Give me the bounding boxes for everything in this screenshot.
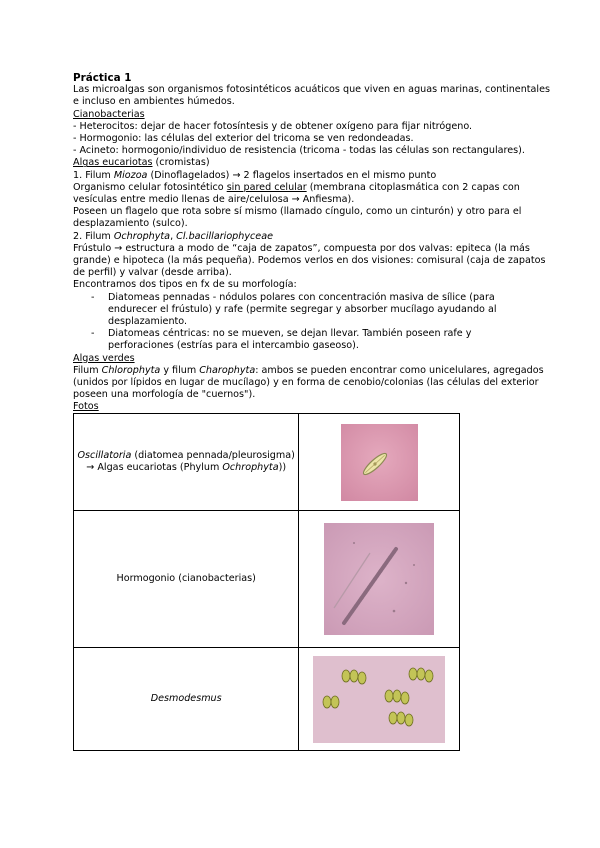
verdes-line	[73, 364, 544, 377]
taxon-name: Charophyta	[199, 364, 256, 376]
caption-cell	[74, 414, 299, 511]
ciano-item: - Heterocitos: dejar de hacer fotosíntesis y de obtener oxígeno para fijar nitrógeno.	[73, 120, 473, 132]
bullet-item	[73, 292, 533, 329]
intro-line: e incluso en ambientes húmedos.	[73, 96, 235, 108]
hormogonio-micrograph	[324, 523, 434, 635]
intro-line: Las microalgas son organismos fotosintéticos acuáticos que viven en aguas marinas, continentales	[73, 84, 550, 96]
table-row	[74, 511, 460, 648]
photo-cell	[299, 414, 460, 511]
cianobacterias-heading: Cianobacterias	[73, 108, 145, 120]
caption-cell	[74, 648, 299, 751]
bullet-dash: -	[91, 328, 95, 340]
text-line: (unidos por lípidos en lugar de mucílago) y en forma de cenobio/colonias (las células del exterior	[73, 377, 539, 389]
text-run: Organismo celular fotosintético	[73, 181, 227, 193]
text-line: Poseen un flagelo que rota sobre sí mismo (llamado cíngulo, como un cinturón) y otro para el	[73, 206, 522, 218]
text-run: 2. Filum	[73, 230, 114, 242]
text-line: Encontramos dos tipos en fx de su morfología:	[73, 279, 297, 291]
text-line: poseen una morfología de "cuernos").	[73, 389, 256, 401]
text-run: (membrana citoplasmática con 2 capas con	[306, 181, 520, 193]
algas-verdes-heading: Algas verdes	[73, 352, 135, 364]
text-run: Filum	[73, 364, 102, 376]
text-line: vesículas entre medio llenas de aire/celulosa → Anfiesma).	[73, 194, 355, 206]
underlined-term: sin pared celular	[226, 181, 307, 193]
table-row	[74, 648, 460, 751]
text-run: y filum	[160, 364, 200, 376]
taxon-name: Chlorophyta	[101, 364, 161, 376]
document-body	[73, 72, 550, 414]
eucariotas-heading-suffix: (cromistas)	[152, 157, 210, 169]
table-row	[74, 414, 460, 511]
taxon-class: Cl.bacillariophyceae	[176, 230, 273, 242]
fotos-heading: Fotos	[73, 401, 99, 413]
text-run: → Algas eucariotas (Phylum	[86, 462, 223, 473]
bullet-item	[73, 328, 533, 352]
text-line: de perfil) y valvar (desde arriba).	[73, 267, 232, 279]
caption-cell: Hormogonio (cianobacterias)	[74, 511, 299, 648]
text-run: 1. Filum	[73, 169, 114, 181]
bullet-dash: -	[91, 291, 95, 303]
photo-cell	[299, 648, 460, 751]
bullet-text: Diatomeas pennadas - nódulos polares con concentración masiva de sílice (para endurecer el frústulo) y rafe (permite segregar y absorber mucílago ayudando al desplazamiento.	[108, 291, 497, 328]
text-run: ))	[278, 462, 287, 473]
filum-ochrophyta-line	[73, 231, 533, 243]
photo-cell	[299, 511, 460, 648]
text-run: (diatomea pennada/pleurosigma)	[131, 449, 295, 461]
text-run: (Dinoflagelados) → 2 flagelos insertados en el mismo punto	[147, 169, 437, 181]
organismo-line	[73, 182, 533, 194]
taxon-name: Desmodesmus	[150, 692, 222, 704]
bullet-text: Diatomeas céntricas: no se mueven, se dejan llevar. También poseen rafe y perforaciones (estrías para el intercambio gaseoso).	[108, 328, 472, 352]
text-line: Frústulo → estructura a modo de “caja de zapatos”, compuesta por dos valvas: epiteca (la más	[73, 242, 530, 254]
diatom-micrograph	[341, 424, 418, 501]
filum-miozoa-line	[73, 170, 533, 182]
eucariotas-heading: Algas eucariotas	[73, 157, 153, 169]
eucariotas-heading-line	[73, 157, 533, 169]
text-line: grande) e hipoteca (la más pequeña). Podemos verlos en dos visiones: comisural (caja de zapatos	[73, 255, 546, 267]
taxon-name: Oscillatoria	[77, 449, 132, 461]
taxon-name: Miozoa	[113, 169, 148, 181]
text-line: desplazamiento (sulco).	[73, 218, 188, 230]
ciano-item: - Acineto: hormogonio/individuo de resistencia (tricoma - todas las células son rectangulares).	[73, 145, 525, 157]
photos-table	[73, 413, 460, 751]
desmodesmus-micrograph	[313, 656, 445, 743]
ciano-item: - Hormogonio: las células del exterior del tricoma se ven redondeadas.	[73, 133, 414, 145]
taxon-name: Ochrophyta	[113, 230, 171, 242]
text-run: ,	[170, 230, 177, 242]
page-title: Práctica 1	[73, 72, 132, 84]
taxon-name: Ochrophyta	[222, 462, 279, 473]
text-run: : ambos se pueden encontrar como unicelulares, agregados	[255, 364, 544, 376]
